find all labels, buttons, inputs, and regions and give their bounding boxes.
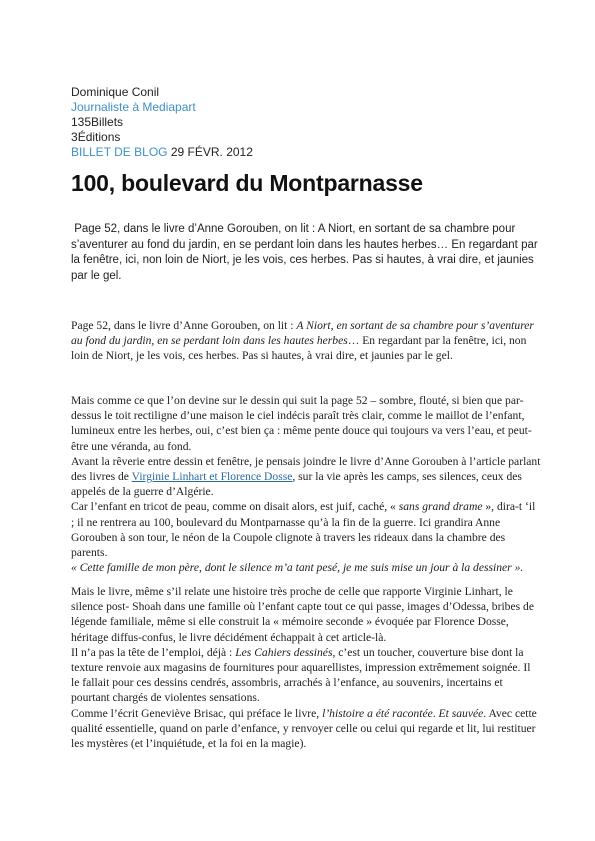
author-role: Journaliste à Mediapart xyxy=(71,100,196,114)
p8-text-c: . Avec cette qualité essentielle, quand on parle d’enfance, y renvoyer celle ou celui qui regarde et lit, lui restituer les mystères (et l’inquiétude, et la foi en la magie). xyxy=(71,706,537,751)
editions-count: 3 xyxy=(71,130,78,144)
billets-label: Billets xyxy=(91,115,124,129)
paragraph-2: Mais comme ce que l’on devine sur le dessin qui suit la page 52 – sombre, flouté, si bien que par-dessus le toit rectiligne d’une maison le ciel indécis paraît très clair, comme le maillot de l’enfant, lumineux entre les herbes, oui, c’est bien ça : même pente douce qui toujours va vers l’eau, et peut-être une véranda, au fond. xyxy=(71,394,532,453)
post-date: 29 FÉVR. 2012 xyxy=(170,145,253,159)
billets-count: 135 xyxy=(71,115,92,129)
author-billets[interactable] xyxy=(71,115,123,130)
p7-em: Les Cahiers dessinés xyxy=(235,645,333,659)
paragraph-7 xyxy=(71,645,541,706)
p3-text-a: Avant la rêverie entre dessin et fenêtre, je pensais joindre le livre d’Anne Gorouben à l’article parlant des livres de xyxy=(71,454,541,484)
paragraph-3 xyxy=(71,454,541,500)
post-title: 100, boulevard du Montparnasse xyxy=(71,170,423,196)
p7-text-a: Il n’a pas la tête de l’emploi, déjà : xyxy=(71,645,236,659)
article-body xyxy=(71,318,541,364)
p4-text-a: Car l’enfant en tricot de peau, comme on disait alors, est juif, caché, « xyxy=(71,500,399,514)
p4-em: sans grand drame xyxy=(398,500,483,514)
p8-em-2: Et sauvée xyxy=(438,706,484,720)
p3-text-b: , sur la vie après les camps, ses silences, ceux des appelés de la guerre d’Algérie. xyxy=(71,470,522,499)
paragraph-6: Mais le livre, même s’il relate une histoire très proche de celle que rapporte Virginie Linhart, le silence post- Shoah dans une famille où l’enfant capte tout ce qui passe, images d’Odessa, bribes de légende familiale, même si elle construit la « mémoire seconde » évoquée par Florence Dosse, héritage diffus-confus, le livre décidément échappait à cet article-là. xyxy=(71,585,534,644)
post-lead: Page 52, dans le livre d’Anne Gorouben, on lit : A Niort, en sortant de sa chambre pour s’aventurer au fond du jardin, en se perdant loin dans les hautes herbes… En regardant par la fenêtre, ici, non loin de Niort, je les vois, ces herbes. Pas si hautes, à vrai dire, et jaunies par le gel. xyxy=(71,223,541,282)
post-type-label[interactable]: BILLET DE BLOG xyxy=(71,145,168,159)
author-name[interactable]: Dominique Conil xyxy=(71,85,160,99)
editions-label: Éditions xyxy=(77,130,121,144)
article-body-3 xyxy=(71,584,541,751)
paragraph-5 xyxy=(71,560,541,575)
p8-em-1: l’histoire a été racontée xyxy=(322,706,433,720)
p4-text-b: », dira-t ‘il ; il ne rentrera au 100, boulevard du Montparnasse qu’à la fin de la guerre. Ici grandira Anne Gorouben à son tour, le néon de la Coupole clignote à travers les rideaux dans la chambre des parents. xyxy=(71,500,536,560)
p1-quote: A Niort, en sortant de sa chambre pour s’aventurer au fond du jardin, en se perdant loin dans les hautes herbes xyxy=(71,319,534,348)
post-meta xyxy=(71,145,253,160)
p1-text-a: Page 52, dans le livre d’Anne Gorouben, on lit : xyxy=(71,319,297,332)
article-body-2 xyxy=(71,393,541,575)
article-link[interactable]: Virginie Linhart et Florence Dosse xyxy=(131,470,293,484)
paragraph-1 xyxy=(71,318,541,364)
author-editions[interactable] xyxy=(71,130,120,145)
p7-text-b: , c’est un toucher, couverture bise dont la texture renvoie aux magasins de fournitures pour aquarellistes, impression extrêmement soignée. Il le fallait pour ces dessins cendrés, assombris, arrachés à l’enfance, au souvenirs, incertains et pourtant chargés de violentes sensations. xyxy=(71,645,531,705)
p8-text-a: Comme l’écrit Geneviève Brisac, qui préface le livre, xyxy=(71,706,323,720)
p1-text-b: … En regardant par la fenêtre, ici, non loin de Niort, je les vois, ces herbes. Pas si hautes, à vrai dire, et jaunies par le gel. xyxy=(71,334,527,363)
p8-text-b: . xyxy=(432,706,439,720)
paragraph-8 xyxy=(71,706,541,752)
paragraph-4 xyxy=(71,499,541,560)
p5-em: « Cette famille de mon père, dont le silence m’a tant pesé, je me suis mise un jour à la dessiner ». xyxy=(71,561,524,575)
